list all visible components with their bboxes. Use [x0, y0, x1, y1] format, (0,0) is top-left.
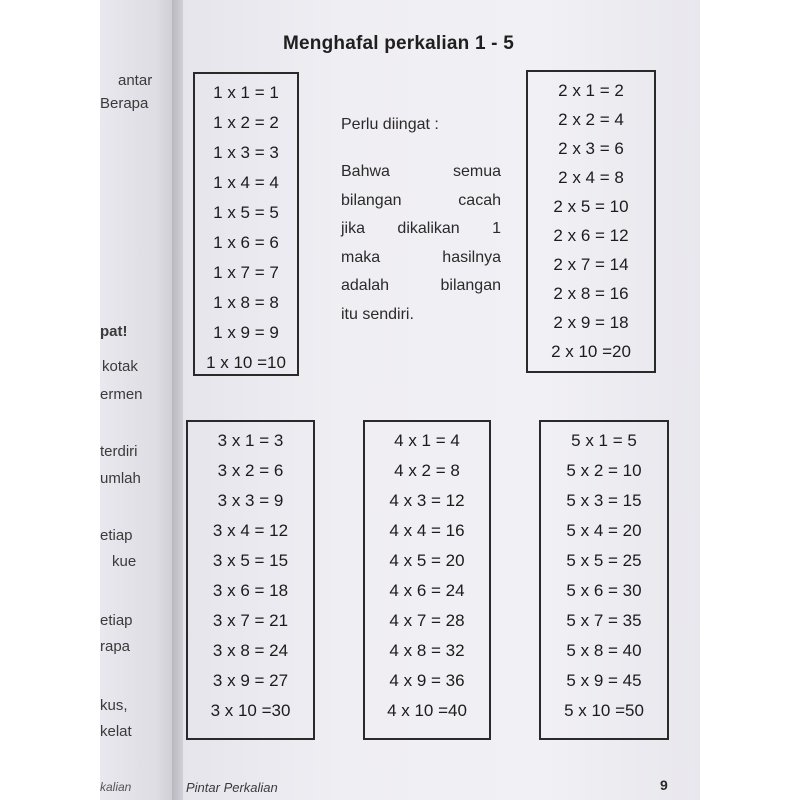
prev-fragment: etiap	[100, 612, 133, 629]
table-times-2	[526, 70, 656, 373]
table-times-4	[363, 420, 491, 740]
table-times-5	[539, 420, 669, 740]
note-line: adalah bilangan	[341, 277, 501, 294]
table-row: 1 x 10 =10	[206, 353, 286, 372]
prev-fragment: terdiri	[100, 443, 138, 460]
table-row: 4 x 2 = 8	[394, 461, 460, 480]
note-body	[341, 158, 501, 329]
table-row: 2 x 10 =20	[551, 342, 631, 361]
table-row: 2 x 5 = 10	[553, 197, 629, 216]
table-row: 5 x 3 = 15	[566, 491, 642, 510]
table-row: 4 x 6 = 24	[389, 581, 465, 600]
table-row: 1 x 2 = 2	[213, 113, 279, 132]
prev-fragment: ermen	[100, 386, 143, 403]
table-row: 2 x 7 = 14	[553, 255, 629, 274]
note-line: bilangan cacah	[341, 191, 501, 209]
table-row: 5 x 2 = 10	[566, 461, 642, 480]
page-title: Menghafal perkalian 1 - 5	[283, 33, 514, 54]
table-row: 3 x 7 = 21	[212, 611, 289, 630]
table-row: 5 x 6 = 30	[566, 581, 642, 600]
table-row: 4 x 3 = 12	[389, 491, 465, 510]
table-row: 5 x 8 = 40	[566, 641, 642, 660]
prev-fragment: etiap	[100, 527, 133, 544]
prev-fragment: kotak	[102, 358, 138, 375]
photo-background	[700, 0, 800, 800]
table-row: 3 x 6 = 18	[212, 581, 289, 600]
table-row: 5 x 4 = 20	[566, 521, 642, 540]
table-row: 4 x 1 = 4	[394, 431, 460, 450]
table-row: 3 x 2 = 6	[217, 461, 284, 480]
table-row: 2 x 6 = 12	[553, 226, 629, 245]
prev-fragment: kue	[112, 553, 137, 570]
prev-fragment: rapa	[100, 638, 131, 655]
table-row: 1 x 1 = 1	[213, 83, 279, 102]
prev-fragment: umlah	[100, 470, 141, 487]
prev-fragment: pat!	[100, 323, 128, 340]
table-row: 3 x 9 = 27	[212, 671, 289, 690]
table-row: 4 x 10 =40	[387, 701, 467, 720]
prev-fragment: antar	[118, 72, 153, 89]
table-row: 3 x 10 =30	[210, 701, 291, 720]
table-times-3	[186, 420, 315, 740]
table-row: 3 x 3 = 9	[217, 491, 284, 510]
table-row: 4 x 4 = 16	[389, 521, 465, 540]
table-row: 2 x 9 = 18	[553, 313, 629, 332]
prev-fragment: kelat	[100, 723, 132, 740]
page-number: 9	[660, 777, 668, 793]
previous-page	[100, 0, 180, 800]
previous-page-footer: kalian	[100, 780, 132, 794]
note-heading: Perlu diingat :	[341, 116, 439, 133]
table-row: 5 x 1 = 5	[571, 431, 637, 450]
book-title-footer: Pintar Perkalian	[186, 780, 278, 795]
table-times-1	[193, 72, 299, 376]
table-row: 1 x 8 = 8	[213, 293, 279, 312]
table-row: 5 x 9 = 45	[566, 671, 642, 690]
table-row: 1 x 6 = 6	[213, 233, 279, 252]
note-line: itu sendiri.	[341, 305, 414, 323]
prev-fragment: kus,	[100, 697, 128, 714]
table-row: 1 x 9 = 9	[213, 323, 279, 342]
table-row: 2 x 8 = 16	[553, 284, 629, 303]
table-row: 3 x 8 = 24	[212, 641, 289, 660]
table-row: 4 x 9 = 36	[389, 671, 465, 690]
table-row: 2 x 4 = 8	[558, 168, 624, 187]
table-row: 5 x 10 =50	[564, 701, 644, 720]
table-row: 1 x 7 = 7	[213, 263, 279, 282]
table-row: 1 x 5 = 5	[213, 203, 279, 222]
table-row: 3 x 5 = 15	[212, 551, 289, 570]
table-row: 4 x 8 = 32	[389, 641, 465, 660]
table-row: 2 x 1 = 2	[558, 81, 624, 100]
note-line: Bahwa semua	[341, 163, 501, 180]
table-row: 4 x 7 = 28	[389, 611, 465, 630]
note-line: jika dikalikan 1	[341, 220, 501, 237]
table-row: 1 x 4 = 4	[213, 173, 279, 192]
table-row: 5 x 7 = 35	[566, 611, 642, 630]
table-row: 5 x 5 = 25	[566, 551, 642, 570]
note-line: maka hasilnya	[341, 248, 501, 266]
table-row: 3 x 1 = 3	[217, 431, 284, 450]
table-row: 2 x 2 = 4	[558, 110, 624, 129]
table-row: 4 x 5 = 20	[389, 551, 465, 570]
table-row: 3 x 4 = 12	[212, 521, 289, 540]
table-row: 1 x 3 = 3	[213, 143, 279, 162]
prev-fragment: Berapa	[100, 95, 149, 112]
current-page	[183, 0, 700, 800]
table-row: 2 x 3 = 6	[558, 139, 624, 158]
